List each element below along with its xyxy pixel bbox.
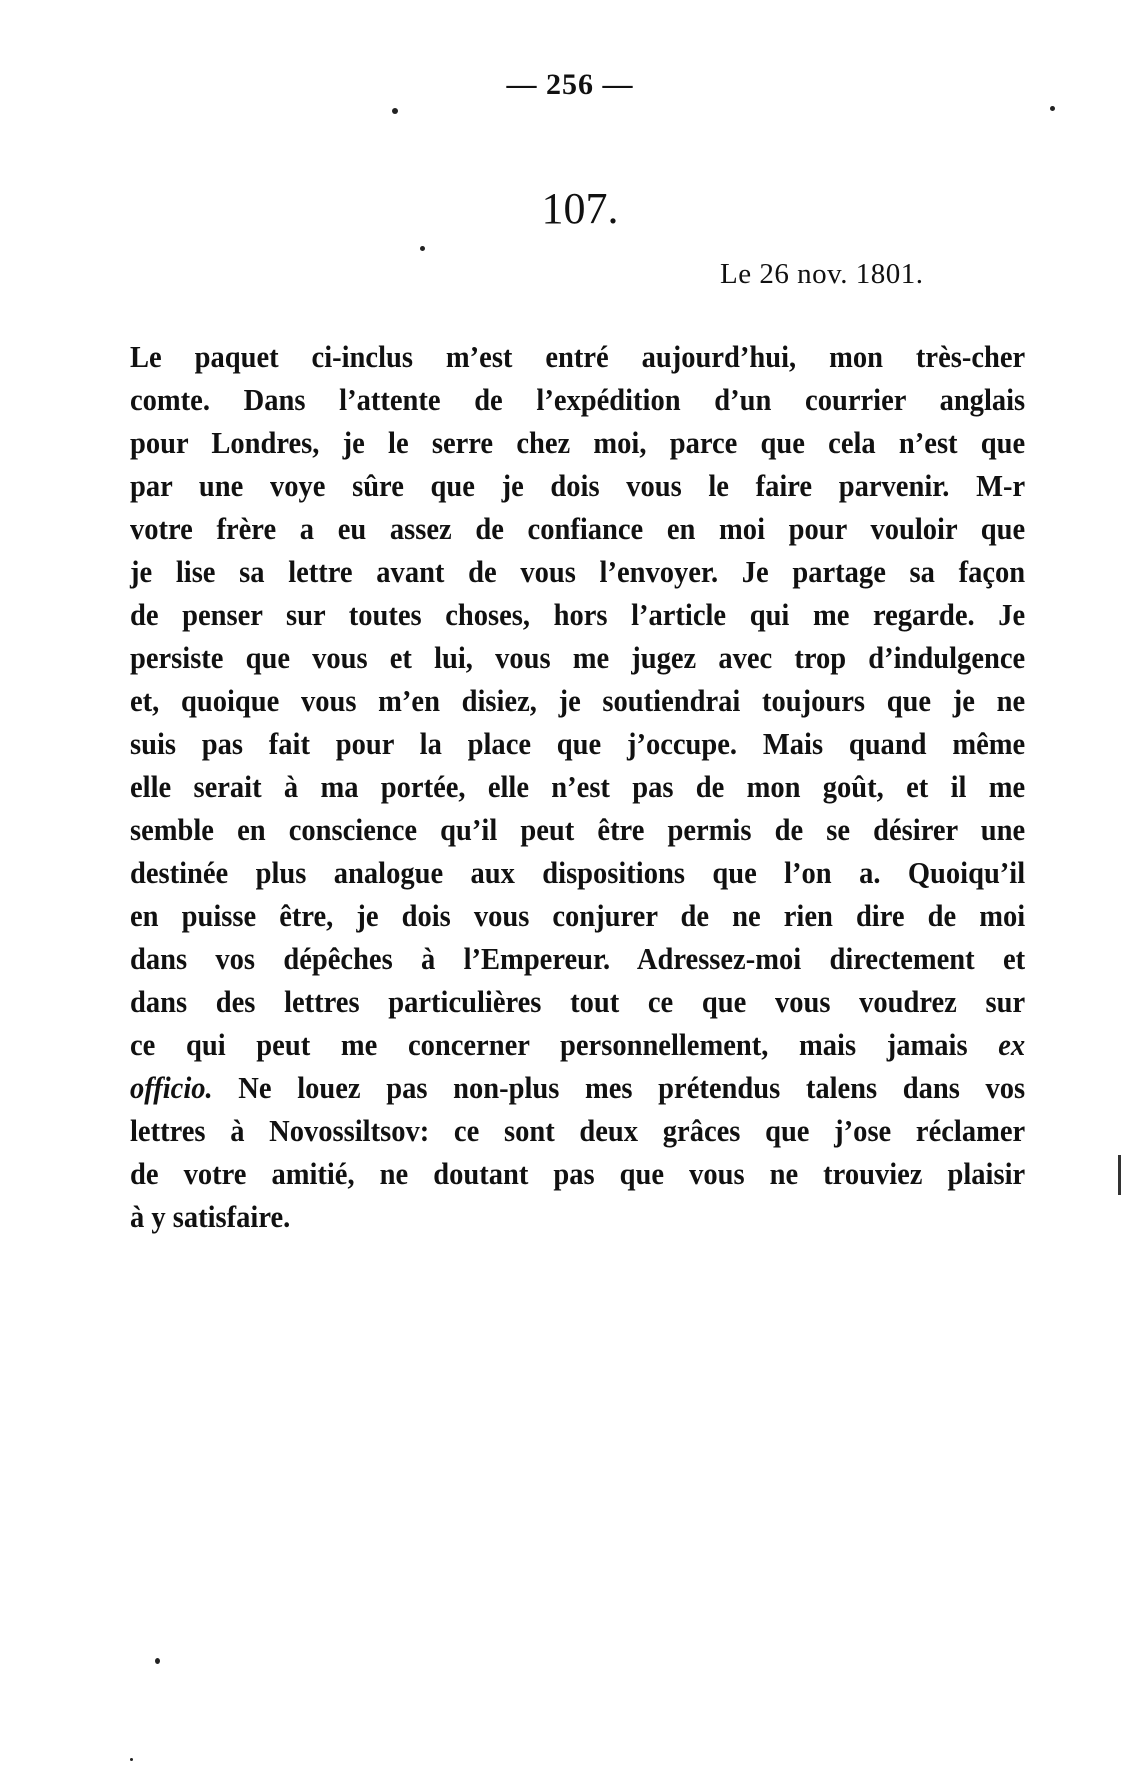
body-line: de votre amitié, ne doutant pas que vous ne trouviez plaisir: [130, 1156, 1026, 1191]
scan-speck: [155, 1658, 160, 1664]
body-line: je lise sa lettre avant de vous l’envoyer. Je partage sa façon: [130, 554, 1026, 589]
body-line-text: ce qui peut me concerner personnellement, mais jamais: [130, 1027, 968, 1062]
page-number: — 256 —: [506, 68, 634, 101]
italic-word-officio: officio.: [130, 1070, 213, 1105]
body-line: en puisse être, je dois vous conjurer de ne rien dire de moi: [130, 898, 1026, 933]
letter-number: 107.: [541, 184, 619, 233]
body-line: pour Londres, je le serre chez moi, parce que cela n’est que: [130, 425, 1026, 460]
body-line: suis pas fait pour la place que j’occupe. Mais quand même: [130, 726, 1026, 761]
scan-speck: [130, 1758, 133, 1761]
body-line: et, quoique vous m’en disiez, je soutiendrai toujours que je ne: [130, 683, 1026, 718]
letter-date: Le 26 nov. 1801.: [720, 258, 924, 290]
body-line: dans vos dépêches à l’Empereur. Adressez-moi directement et: [130, 941, 1026, 976]
body-line: lettres à Novossiltsov: ce sont deux grâces que j’ose réclamer: [130, 1113, 1026, 1148]
body-line: par une voye sûre que je dois vous le faire parvenir. M-r: [130, 468, 1026, 503]
body-line: semble en conscience qu’il peut être permis de se désirer une: [130, 812, 1026, 847]
body-line: elle serait à ma portée, elle n’est pas de mon goût, et il me: [130, 769, 1026, 804]
body-line: persiste que vous et lui, vous me jugez avec trop d’indulgence: [130, 640, 1026, 675]
body-line: destinée plus analogue aux dispositions que l’on a. Quoiqu’il: [130, 855, 1026, 890]
letter-body: [130, 335, 1025, 1238]
scan-edge-mark: [1118, 1155, 1121, 1195]
body-line: Le paquet ci-inclus m’est entré aujourd’hui, mon très-cher: [130, 339, 1026, 374]
scan-speck: [392, 108, 398, 114]
body-line: de penser sur toutes choses, hors l’article qui me regarde. Je: [130, 597, 1026, 632]
body-line-with-italic: [130, 1023, 1025, 1066]
italic-word-ex: ex: [998, 1027, 1026, 1062]
body-line-final: à y satisfaire.: [130, 1199, 291, 1234]
body-line-text: Ne louez pas non-plus mes prétendus talens dans vos: [238, 1070, 1026, 1105]
scan-speck: [420, 246, 425, 251]
scan-speck: [1050, 106, 1055, 111]
body-line-with-italic: [130, 1066, 1025, 1109]
body-line: dans des lettres particulières tout ce que vous voudrez sur: [130, 984, 1026, 1019]
body-line: comte. Dans l’attente de l’expédition d’un courrier anglais: [130, 382, 1026, 417]
body-line: votre frère a eu assez de confiance en moi pour vouloir que: [130, 511, 1026, 546]
